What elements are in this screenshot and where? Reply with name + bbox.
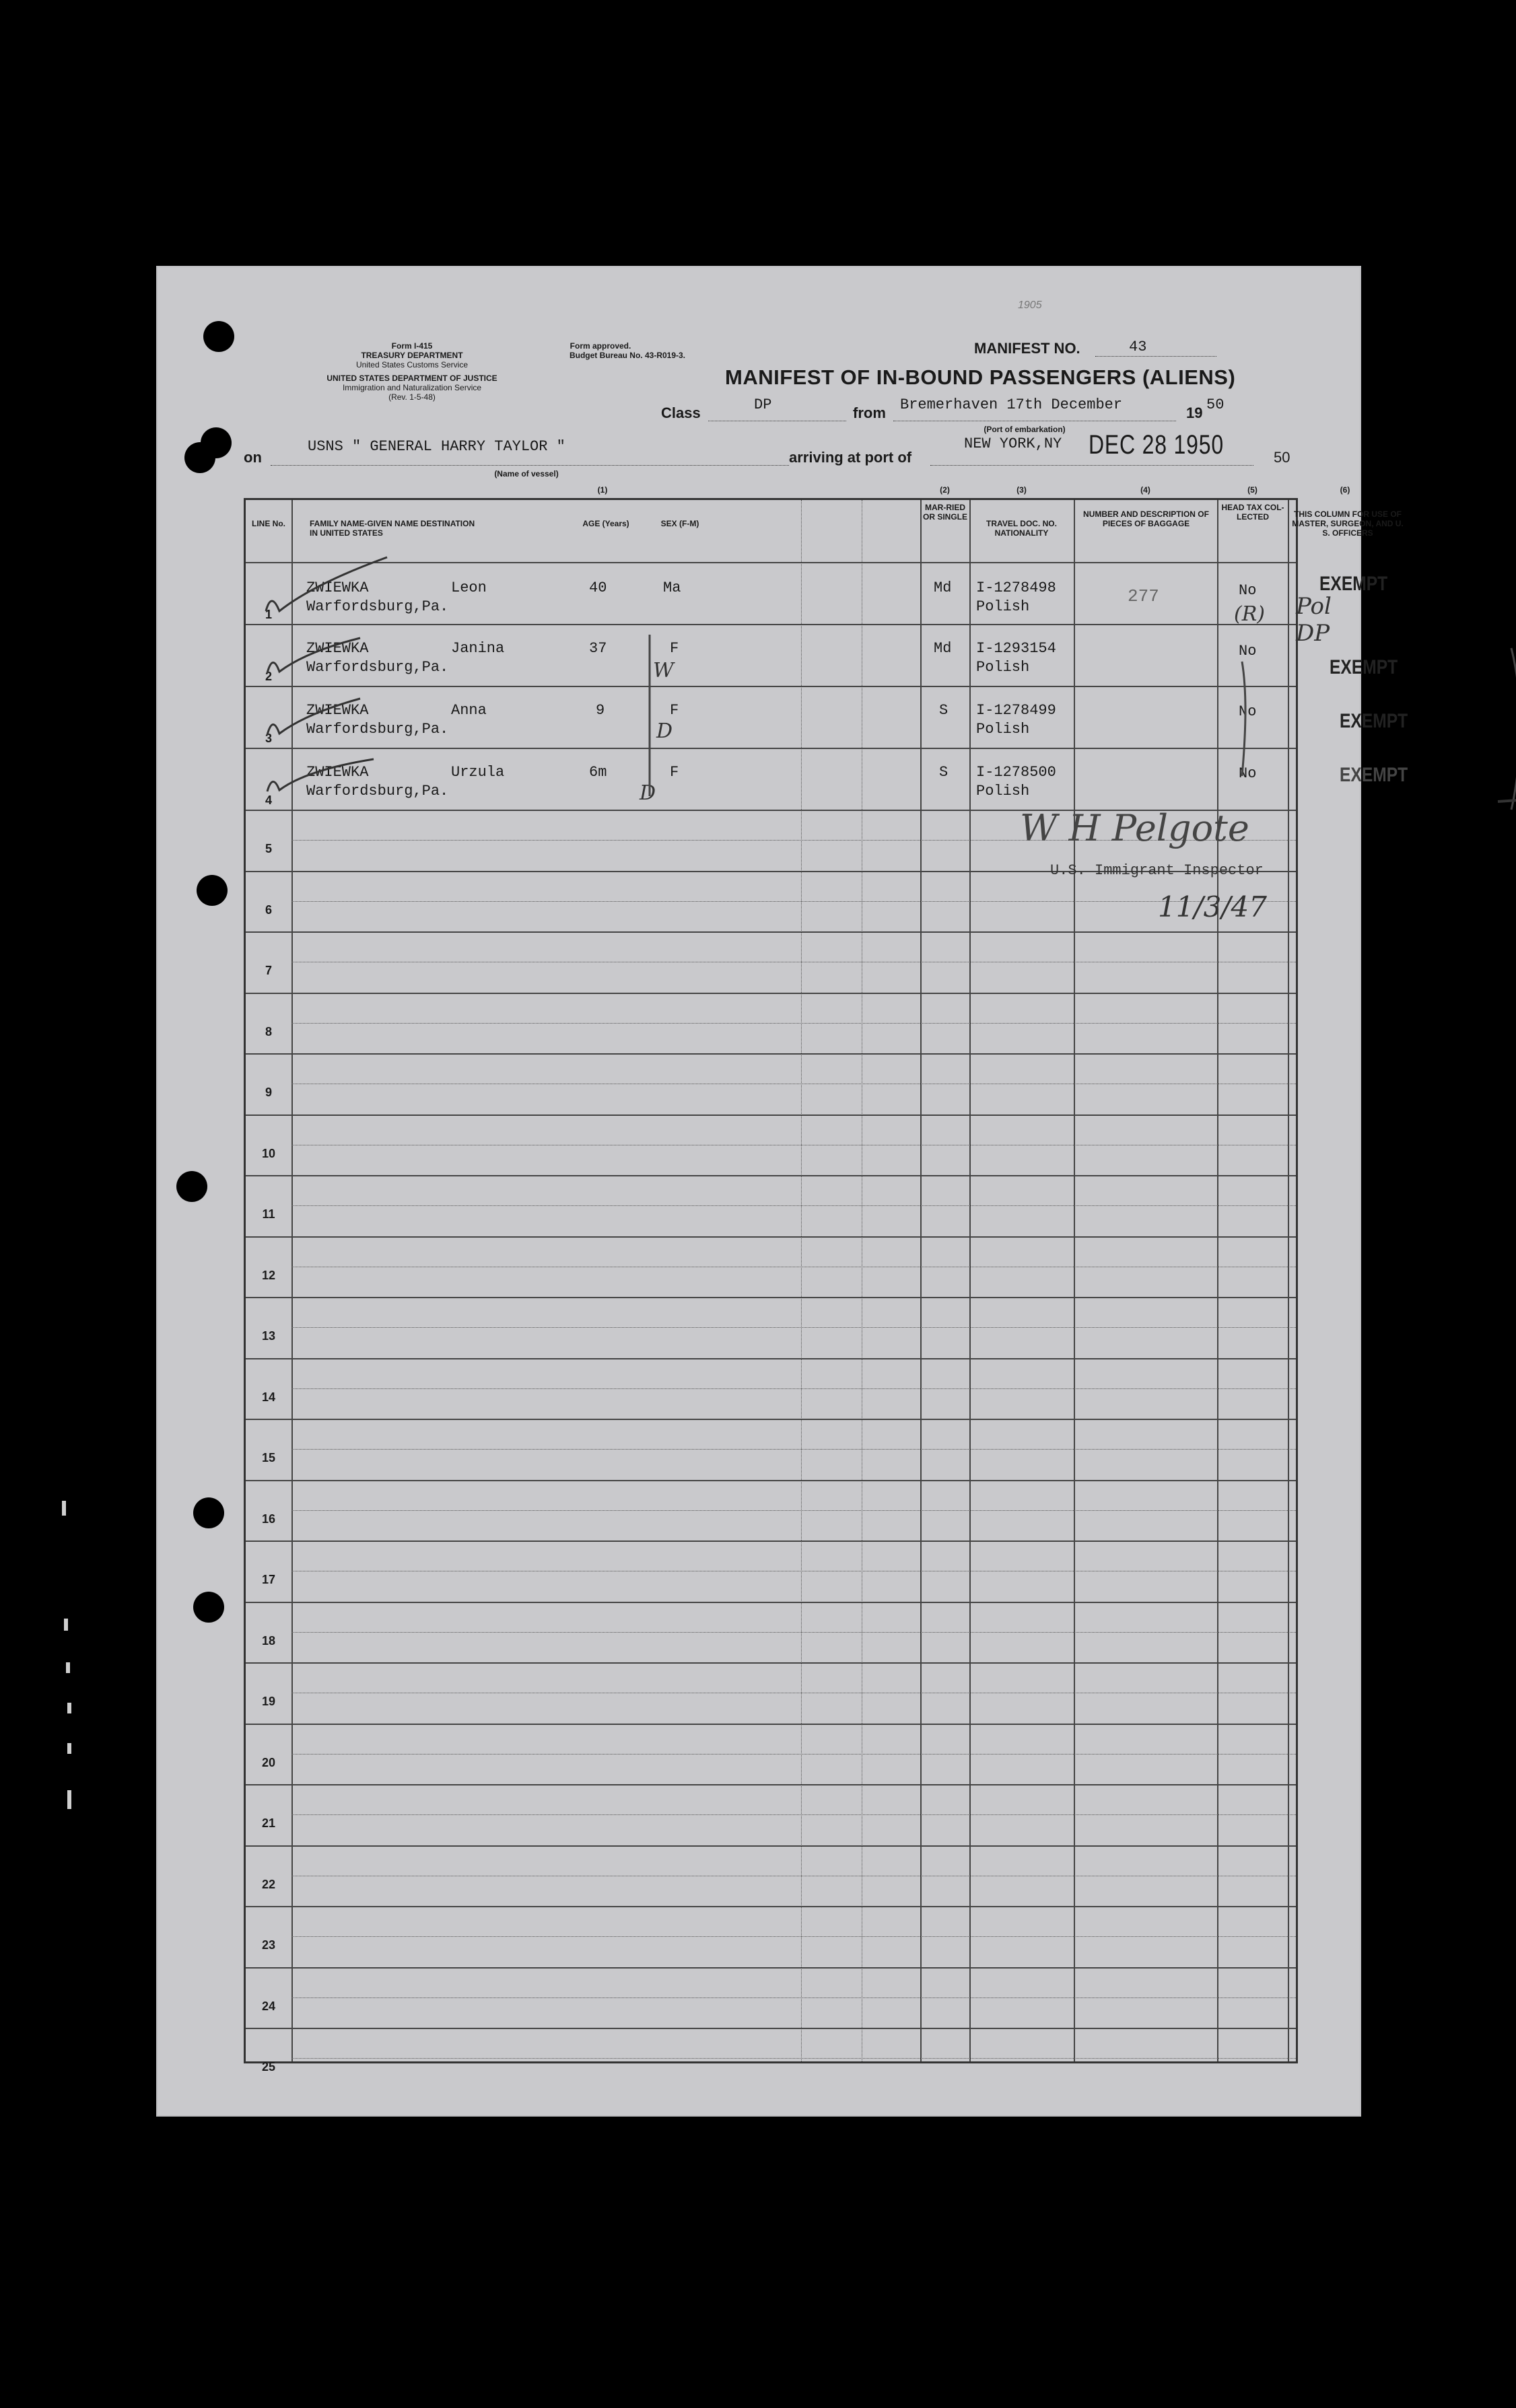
row-midline [291, 1754, 1296, 1755]
line-number: 23 [261, 1938, 276, 1952]
line-number: 4 [265, 793, 272, 807]
customs-service: United States Customs Service [355, 360, 469, 369]
family-name: ZWIEWKA [306, 702, 369, 719]
row-divider [246, 1662, 1296, 1664]
exempt-stamp: EXEMPT [1340, 764, 1408, 786]
col-num-3: (3) [1017, 485, 1027, 495]
row-divider [246, 2028, 1296, 2029]
row-divider [246, 1419, 1296, 1420]
year-prefix: 19 [1186, 404, 1203, 421]
check-mark-icons [252, 564, 454, 820]
edge-mark [67, 1703, 71, 1713]
line-number: 24 [261, 1999, 276, 2013]
header-marital: MAR-RIED OR SINGLE [922, 503, 967, 522]
arrival-date-stamp: DEC 28 1950 [1089, 430, 1224, 460]
arrival-year-suffix: 50 [1274, 449, 1290, 466]
budget-bureau: Budget Bureau No. 43-R019-3. [569, 351, 686, 360]
age: 40 [589, 579, 607, 596]
row-midline [291, 1023, 1296, 1024]
exempt-stamp: EXEMPT [1340, 710, 1408, 732]
header-name-destination: FAMILY NAME-GIVEN NAME DESTINATION IN UNITED STATES [310, 519, 475, 538]
manifest-page [156, 266, 1408, 2117]
nationality: Polish [976, 783, 1030, 800]
edge-mark [66, 1662, 70, 1673]
page-title: MANIFEST OF IN-BOUND PASSENGERS (ALIENS) [725, 365, 1236, 389]
row-divider [246, 1175, 1296, 1176]
line-number: 21 [261, 1816, 276, 1830]
treasury-department: TREASURY DEPARTMENT [361, 351, 463, 360]
travel-doc-no: I-1278499 [976, 702, 1056, 719]
sex-mark: W [653, 659, 674, 682]
head-tax: No [1239, 765, 1257, 782]
line-number: 17 [261, 1573, 276, 1586]
row-divider [246, 1724, 1296, 1725]
row-divider [246, 1480, 1296, 1481]
line-number: 5 [265, 842, 272, 855]
row-divider [246, 1236, 1296, 1238]
manifest-no-value: 43 [1129, 339, 1147, 355]
binder-hole [197, 875, 228, 906]
sex: F [670, 640, 679, 657]
row-midline [291, 1936, 1296, 1937]
binder-hole [203, 321, 234, 352]
line-number: 18 [261, 1633, 276, 1648]
col-num-5: (5) [1247, 485, 1257, 495]
marital-status: Md [934, 640, 952, 657]
header-divider [246, 562, 1296, 563]
passenger-table [244, 485, 1408, 2074]
manifest-no-label: MANIFEST NO. [974, 340, 1080, 357]
row-midline [291, 1814, 1296, 1815]
baggage: 277 [1128, 586, 1159, 606]
row-divider [246, 1845, 1296, 1847]
row-midline [291, 1997, 1296, 1998]
marital-status: S [939, 702, 949, 719]
exempt-stamp: EXEMPT [1319, 573, 1388, 595]
header-baggage: NUMBER AND DESCRIPTION OF PIECES OF BAGGAGE [1083, 509, 1209, 528]
line-number: 22 [261, 1877, 276, 1891]
destination: Warfordsburg,Pa. [306, 783, 449, 800]
travel-doc-no: I-1278500 [976, 764, 1056, 781]
edge-mark [62, 1501, 66, 1516]
manifest-no-underline [1095, 356, 1216, 357]
line-number: 19 [261, 1695, 276, 1708]
row-divider [246, 993, 1296, 994]
row-divider [246, 1114, 1296, 1116]
line-number: 10 [261, 1146, 276, 1160]
binder-hole [176, 1171, 207, 1202]
department-of-justice: UNITED STATES DEPARTMENT OF JUSTICE [326, 374, 497, 383]
head-tax: No [1239, 703, 1257, 720]
row-midline [291, 1388, 1296, 1389]
nationality: Polish [976, 598, 1030, 615]
sex: F [670, 702, 679, 719]
immigration-service: Immigration and Naturalization Service [342, 383, 482, 392]
on-label: on [244, 449, 262, 466]
class-value: DP [754, 396, 772, 413]
family-name: ZWIEWKA [306, 640, 369, 657]
col-num-4: (4) [1140, 485, 1150, 495]
line-number: 6 [265, 902, 272, 917]
line-number: 15 [261, 1451, 276, 1464]
sex-mark: D [640, 781, 656, 805]
vessel-caption: (Name of vessel) [494, 469, 559, 479]
row-midline [291, 1205, 1296, 1206]
line-number: 11 [262, 1207, 275, 1221]
from-label: from [853, 404, 886, 421]
col-num-6: (6) [1340, 485, 1350, 495]
col-num-1: (1) [597, 485, 608, 495]
row-divider [246, 1784, 1296, 1785]
age: 9 [596, 702, 605, 719]
inspector-title: U.S. Immigrant Inspector [1050, 862, 1264, 879]
arrival-port: NEW YORK,NY [964, 435, 1062, 452]
sex-mark: D [656, 719, 673, 743]
edge-mark [67, 1790, 71, 1809]
travel-doc-no: I-1293154 [976, 640, 1056, 657]
revision-date: (Rev. 1-5-48) [388, 392, 436, 402]
given-name: Anna [451, 702, 487, 719]
row-divider [246, 1358, 1296, 1359]
age: 37 [589, 640, 607, 657]
year-value: 50 [1206, 396, 1225, 413]
line-number: 8 [265, 1024, 272, 1038]
marital-status: Md [934, 579, 952, 596]
col-divider [1288, 500, 1289, 2061]
family-name: ZWIEWKA [306, 579, 369, 596]
header-travel-doc: TRAVEL DOC. NO. NATIONALITY [986, 519, 1057, 538]
age: 6m [589, 764, 607, 781]
marital-status: S [939, 764, 949, 781]
nationality: Polish [976, 659, 1030, 676]
line-number: 12 [261, 1268, 276, 1282]
line-number: 13 [261, 1329, 276, 1343]
row-divider [246, 1053, 1296, 1055]
head-tax-mark: (R) [1234, 602, 1265, 626]
form-approved: Form approved. [570, 341, 631, 351]
destination: Warfordsburg,Pa. [306, 659, 449, 676]
given-name: Urzula [451, 764, 505, 781]
row-divider [246, 1906, 1296, 1907]
nationality: Polish [976, 721, 1030, 738]
header-officers: THIS COLUMN FOR USE OF MASTER, SURGEON, AND U. S. OFFICERS [1292, 509, 1404, 538]
inspector-date: 11/3/47 [1158, 890, 1267, 923]
line-number: 7 [265, 964, 272, 977]
arriving-label: arriving at port of [789, 449, 912, 466]
header-sex: SEX (F-M) [660, 519, 699, 528]
family-name: ZWIEWKA [306, 764, 369, 781]
line-number: 3 [265, 732, 272, 745]
port-embarkation-caption: (Port of embarkation) [984, 425, 1066, 434]
row-midline [291, 1632, 1296, 1633]
destination: Warfordsburg,Pa. [306, 721, 449, 738]
head-tax: No [1239, 643, 1257, 660]
row-midline [291, 1327, 1296, 1328]
row-midline [291, 1449, 1296, 1450]
line-number: 20 [261, 1755, 276, 1769]
line-number: 1 [265, 608, 272, 621]
line-number: 14 [261, 1390, 276, 1404]
travel-doc-no: I-1278498 [976, 579, 1056, 596]
inspector-signature: W H Pelgote [1020, 807, 1249, 849]
arrival-underline [930, 465, 1253, 466]
embarkation-value: Bremerhaven 17th December [900, 396, 1123, 413]
head-tax: No [1239, 582, 1257, 599]
row-midline [291, 1510, 1296, 1511]
binder-hole [201, 427, 232, 458]
row-divider [246, 1602, 1296, 1603]
vessel-underline [271, 465, 789, 466]
given-name: Janina [451, 640, 505, 657]
row-divider [246, 931, 1296, 933]
header-head-tax: HEAD TAX COL-LECTED [1221, 503, 1284, 522]
binder-hole [193, 1497, 224, 1528]
vessel-name: USNS " GENERAL HARRY TAYLOR " [308, 438, 565, 455]
header-age: AGE (Years) [582, 519, 629, 528]
exempt-stamp: EXEMPT [1330, 656, 1398, 678]
destination: Warfordsburg,Pa. [306, 598, 449, 615]
officer-note: Pol DP [1296, 593, 1332, 647]
line-number: 2 [265, 670, 272, 683]
sex: Ma [663, 579, 681, 596]
row-divider [246, 1967, 1296, 1969]
edge-mark [64, 1619, 68, 1631]
row-midline [291, 2058, 1296, 2059]
col-divider [1217, 500, 1218, 2061]
row-divider [246, 1541, 1296, 1542]
line-number: 16 [261, 1512, 276, 1526]
col-num-2: (2) [940, 485, 950, 495]
row-midline [291, 901, 1296, 902]
class-label: Class [661, 404, 701, 421]
given-name: Leon [451, 579, 487, 596]
sex: F [670, 764, 679, 781]
edge-mark [67, 1743, 71, 1754]
line-number: 25 [261, 2060, 276, 2074]
line-number: 9 [265, 1086, 272, 1099]
bracket-marks-icon [609, 621, 1215, 877]
header-line-no: LINE No. [252, 519, 285, 528]
row-divider [246, 1297, 1296, 1298]
form-number: Form I-415 [391, 341, 433, 351]
top-pencil-note: 1905 [1018, 299, 1042, 311]
binder-hole [193, 1592, 224, 1623]
